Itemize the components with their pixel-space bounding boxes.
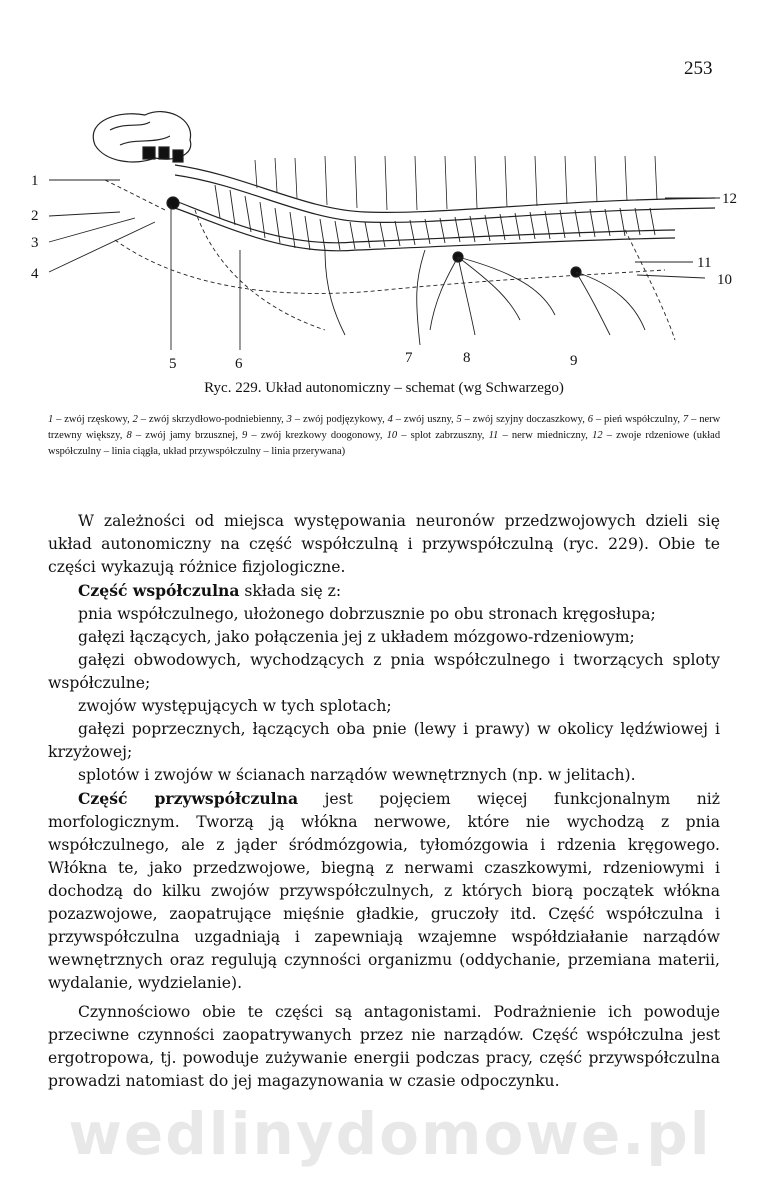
figure-label-6: 6 [235,356,243,372]
figure-label-1: 1 [31,173,39,189]
figure-label-7: 7 [405,350,413,366]
legend-item: 11 – nerw miedniczny, [488,430,588,441]
figure-caption-title: Ryc. 229. Układ autonomiczny – schemat (wg Schwarzego) [204,380,564,396]
list-item: gałęzi poprzecznych, łączących oba pnie (lewy i prawy) w okolicy lędźwiowej i krzyżowej; [48,720,720,761]
figure-label-11: 11 [697,255,712,271]
list-item: splotów i zwojów w ścianach narządów wewnętrznych (np. w jelitach). [78,766,636,784]
legend-item: 8 – zwój jamy brzusznej, [126,430,238,441]
paragraph: W zależności od miejsca występowania neuronów przedzwojowych dzieli się układ autonomiczny na część współczulną i przywspółczulną (ryc. 229). Obie te części wykazują różnice fizjologiczne. [48,512,720,576]
legend-item: 9 – zwój krezkowy doogonowy, [242,430,383,441]
paragraph: Część przywspółczulna jest pojęciem więcej funkcjonalnym niż morfologicznym. Tworzą ją włókna nerwowe, które nie wychodzą z pnia współczulnego, ale z jąder śródmózgowia, tyłomózgowia i rdzenia kręgowego. Włókna te, jako przedzwojowe, biegną z nerwami czaszkowymi, rdzeniowymi i dochodzą do kilku zwojów przywspółczulnych, z których biorą początek włókna pozazwojowe, zaopatrujące mięśnie gładkie, gruczoły itd. Część współczulna i przywspółczulna uzgadniają i zapewniają wzajemne współdziałanie narządów wewnętrznych oraz regulują czynności organizmu (oddychanie, przemiana materii, wydalanie, wydzielanie). [48,789,720,992]
paragraph: Część współczulna składa się z: [78,581,342,600]
legend-item: 12 – zwoje rdzeniowe (układ współczulny – linia ciągła, układ przywspółczulny – linia przerywana) [48,430,721,457]
figure-legend [48,412,720,460]
figure-label-9: 9 [570,353,578,369]
heading-parasympathetic: Część przywspółczulna [78,789,299,808]
figure-label-12: 12 [722,191,737,207]
figure-label-10: 10 [717,272,732,288]
legend-item: 4 – zwój uszny, [387,414,454,425]
legend-item: 1 – zwój rzęskowy, [48,414,130,425]
list-item: gałęzi łączących, jako połączenia jej z układem mózgowo-rdzeniowym; [78,628,635,646]
figure-label-2: 2 [31,208,39,224]
watermark: wedlinydomowe.pl [68,1100,712,1168]
legend-item: 5 – zwój szyjny doczaszkowy, [456,414,585,425]
autonomic-system-diagram [25,100,745,375]
figure-label-3: 3 [31,235,39,251]
body-text [48,510,720,1093]
legend-item: 2 – zwój skrzydłowo-podniebienny, [132,414,284,425]
heading-sympathetic: Część współczulna [78,581,240,600]
legend-item: 10 – splot zabrzuszny, [386,430,485,441]
legend-item: 3 – zwój podjęzykowy, [286,414,385,425]
list-item: pnia współczulnego, ułożonego dobrzusznie po obu stronach kręgosłupa; [78,605,656,623]
figure-label-5: 5 [169,356,177,372]
figure-label-8: 8 [463,350,471,366]
paragraph: Czynnościowo obie te części są antagonistami. Podrażnienie ich powoduje przeciwne czynności zaopatrywanych przez nie narządów. Część współczulna jest ergotropowa, tj. powoduje zużywanie energii podczas pracy, część przywspółczulna prowadzi natomiast do jej magazynowania w czasie odpoczynku. [48,1003,720,1090]
page-number: 253 [684,58,713,79]
list-item: gałęzi obwodowych, wychodzących z pnia współczulnego i tworzących sploty współczulne; [48,651,720,692]
legend-item: 6 – pień współczulny, [587,414,681,425]
figure-label-4: 4 [31,266,39,282]
list-item: zwojów występujących w tych splotach; [78,697,392,715]
legend-item: 7 – nerw trzewny większy, [48,414,721,441]
